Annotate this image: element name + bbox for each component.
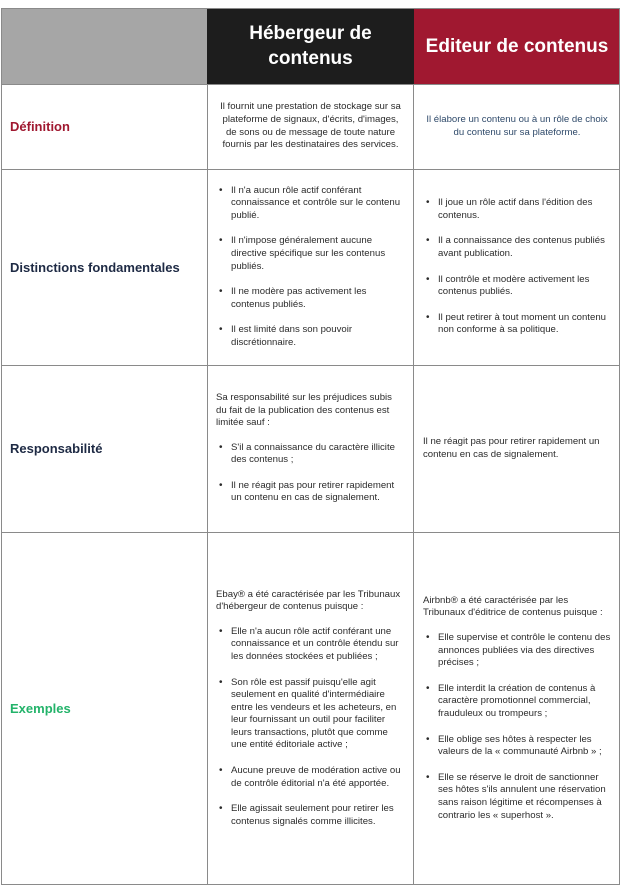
list-item: • Elle agissait seulement pour retirer les contenus signalés comme illicites. (216, 803, 405, 828)
row-label-cell (0, 84, 207, 169)
row-label-distinctions: Distinctions fondamentales (10, 259, 180, 275)
list-item: • Son rôle est passif puisqu'elle agit seulement en qualité d'intermédiaire entre les vendeurs et les acheteurs, en leur fournissant un outil pour faciliter leurs transactions, plutôt que comme une entité éditoriale active ; (216, 677, 405, 753)
list-item: • Il n'impose généralement aucune directive spécifique sur les contenus publiés. (216, 235, 405, 273)
row-label-definition: Définition (10, 119, 70, 134)
list-item: • Aucune preuve de modération active ou de contrôle éditorial n'a été apportée. (216, 765, 405, 790)
list-item: • Elle se réserve le droit de sanctionner ses hôtes s'ils annulent une réservation sans raison légitime et récompenses à contrario les « superhost ». (423, 772, 611, 822)
grid-line (1, 532, 620, 533)
responsabilite-hebergeur-cell (207, 365, 414, 532)
list-item: • Il n'a aucun rôle actif conférant connaissance et contrôle sur le contenu publié. (216, 185, 405, 223)
row-label-responsabilite: Responsabilité (10, 441, 103, 456)
responsabilite-editeur-cell (414, 365, 620, 532)
grid-line (1, 169, 620, 170)
list-item: • Il est limité dans son pouvoir discrétionnaire. (216, 324, 405, 349)
header-editeur-cell (414, 8, 620, 84)
grid-line (207, 84, 208, 885)
list-item: • Elle n'a aucun rôle actif conférant une connaissance et un contrôle étendu sur les données stockées et publiées ; (216, 626, 405, 664)
grid-line (1, 8, 620, 9)
distinctions-editeur-list (423, 197, 611, 337)
responsabilite-hebergeur-list (216, 442, 405, 505)
exemples-hebergeur-list (216, 626, 405, 829)
row-distinctions (0, 169, 620, 365)
grid-line (413, 84, 414, 885)
distinctions-hebergeur-list (216, 185, 405, 350)
responsabilite-editeur-text: Il ne réagit pas pour retirer rapidement un contenu en cas de signalement. (423, 435, 600, 460)
definition-editeur-text: Il élabore un contenu ou à un rôle de choix du contenu sur sa plateforme. (426, 113, 608, 138)
list-item: • Il peut retirer à tout moment un contenu non conforme à sa politique. (423, 312, 611, 337)
row-definition (0, 84, 620, 169)
header-empty-cell (1, 8, 207, 84)
row-label-cell (0, 532, 207, 885)
row-label-cell (0, 365, 207, 532)
definition-hebergeur-text: Il fournit une prestation de stockage sur sa plateforme de signaux, d'écrits, d'images, de sons ou de message de toute nature fournis par les destinataires des services. (220, 101, 401, 151)
definition-hebergeur-cell (207, 84, 414, 169)
list-item: • S'il a connaissance du caractère illicite des contenus ; (216, 442, 405, 467)
responsabilite-hebergeur-intro: Sa responsabilité sur les préjudices subis du fait de la publication des contenus est limitée sauf : (216, 391, 392, 429)
distinctions-hebergeur-cell (207, 169, 414, 365)
grid-line (1, 884, 620, 885)
distinctions-editeur-cell (414, 169, 620, 365)
grid-line (1, 8, 2, 885)
grid-line (1, 84, 620, 85)
exemples-hebergeur-intro: Ebay® a été caractérisée par les Tribunaux d'hébergeur de contenus puisque : (216, 588, 401, 613)
definition-editeur-cell (414, 84, 620, 169)
list-item: • Il joue un rôle actif dans l'édition des contenus. (423, 197, 611, 222)
list-item: • Il ne réagit pas pour retirer rapidement un contenu en cas de signalement. (216, 480, 405, 505)
row-responsabilite (0, 365, 620, 532)
list-item: • Elle supervise et contrôle le contenu des annonces publiées via des directives précises ; (423, 632, 611, 670)
list-item: • Elle oblige ses hôtes à respecter les valeurs de la « communauté Airbnb » ; (423, 734, 611, 759)
list-item: • Elle interdit la création de contenus à caractère promotionnel commercial, frauduleux ou trompeurs ; (423, 683, 611, 721)
header-hebergeur-title: Hébergeur de contenus (249, 23, 372, 69)
header-row (0, 8, 620, 84)
exemples-editeur-intro: Airbnb® a été caractérisée par les Tribunaux d'éditrice de contenus puisque : (423, 594, 603, 619)
exemples-hebergeur-cell (207, 532, 414, 885)
list-item: • Il ne modère pas activement les contenus publiés. (216, 286, 405, 311)
exemples-editeur-list (423, 632, 611, 822)
row-label-cell (0, 169, 207, 365)
row-exemples (0, 532, 620, 885)
header-editeur-title: Editeur de contenus (425, 35, 609, 57)
header-hebergeur-cell (207, 8, 414, 84)
row-label-exemples: Exemples (10, 701, 71, 716)
list-item: • Il contrôle et modère activement les contenus publiés. (423, 274, 611, 299)
grid-line (1, 365, 620, 366)
list-item: • Il a connaissance des contenus publiés avant publication. (423, 235, 611, 260)
exemples-editeur-cell (414, 532, 620, 885)
